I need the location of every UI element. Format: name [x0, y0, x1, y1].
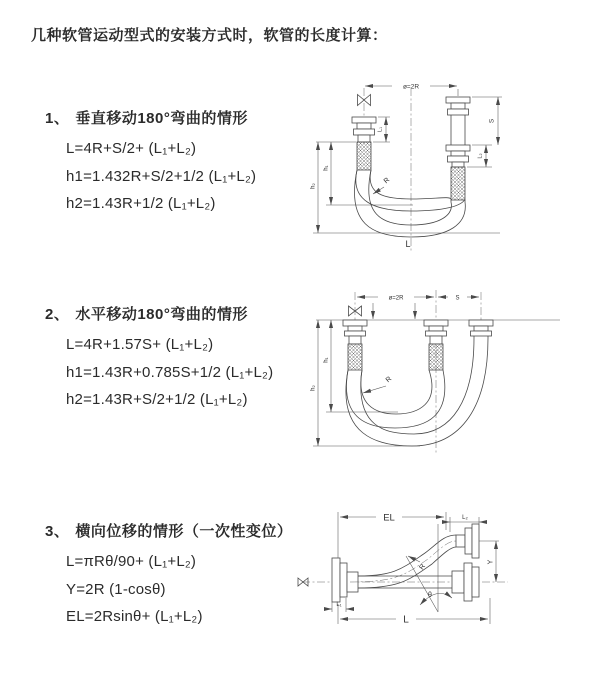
- fitting-right-dim-label: L₂: [462, 515, 468, 521]
- hose-braid: [429, 344, 443, 370]
- fitting-right-dim-label: L₂: [477, 153, 484, 159]
- formula-line: h2=1.43R+1/2 (L₁+L₂): [66, 195, 216, 212]
- stroke-dim-label: S: [455, 295, 460, 302]
- section-1-heading: [45, 107, 256, 128]
- left-fitting: [343, 320, 367, 370]
- section-2-number: 2、: [45, 306, 70, 323]
- section-1-title: 垂直移动180°弯曲的情形: [75, 110, 248, 127]
- section-2-heading: [45, 303, 273, 324]
- radius-label: R: [384, 375, 394, 385]
- hose-curves: [354, 170, 465, 237]
- hose-curves: [350, 535, 456, 588]
- fitting-left-dim-label: L₁: [336, 602, 342, 608]
- section-3-number: 3、: [45, 523, 70, 540]
- section-3-title: 横向位移的情形（一次性变位）: [75, 523, 293, 540]
- formula-line: L=4R+S/2+ (L₁+L₂): [66, 140, 197, 157]
- angle-label: θ: [428, 592, 432, 599]
- radius-label: R: [418, 563, 428, 572]
- right-fitting: [469, 320, 493, 336]
- formula-line: h2=1.43R+S/2+1/2 (L₁+L₂): [66, 391, 248, 408]
- leader-line: [363, 386, 386, 393]
- formula-line: EL=2Rsinθ+ (L₁+L₂): [66, 608, 203, 625]
- radius-label: R: [382, 176, 392, 186]
- height1-dim-label: h₁: [323, 357, 330, 363]
- leader-line: [408, 556, 420, 562]
- extension-line: [467, 97, 502, 167]
- right-flange: [452, 563, 479, 601]
- diagram-lateral-displacement: [298, 498, 598, 655]
- length-label: L: [403, 614, 409, 626]
- extension-line: [313, 412, 420, 446]
- hose-curves: [346, 336, 488, 446]
- fitting-left-dim-label: L₁: [377, 127, 384, 132]
- height1-dim-label: h₁: [323, 165, 330, 171]
- extension-line: [313, 205, 500, 233]
- angle-arc: [420, 593, 452, 605]
- section-1: [45, 107, 256, 218]
- formula-line: L=4R+1.57S+ (L₁+L₂): [66, 336, 214, 353]
- height2-dim-label: h₂: [310, 385, 317, 391]
- section-1-formulas: [45, 135, 256, 218]
- extension-line: [338, 598, 490, 624]
- formula-line: h1=1.43R+0.785S+1/2 (L₁+L₂): [66, 363, 274, 381]
- middle-fitting: [424, 320, 448, 370]
- section-3-formulas: [45, 548, 292, 631]
- left-fitting: [352, 117, 376, 170]
- hose-braid: [348, 344, 362, 370]
- section-2: [45, 303, 273, 414]
- section-2-formulas: [45, 331, 273, 414]
- section-3-heading: [45, 520, 292, 541]
- hose-braid: [357, 142, 371, 170]
- height2-dim-label: h₂: [310, 183, 317, 189]
- width-dim-label: ø=2R: [388, 295, 404, 302]
- span-dim-label: EL: [383, 512, 395, 524]
- section-3: [45, 520, 292, 631]
- formula-line: L=πRθ/90+ (L₁+L₂): [66, 553, 197, 570]
- section-1-number: 1、: [45, 110, 70, 127]
- section-2-title: 水平移动180°弯曲的情形: [75, 306, 248, 323]
- diagram-vertical-bend: [310, 70, 589, 262]
- offset-dim-label: Y: [487, 559, 495, 565]
- length-label: L: [405, 239, 411, 249]
- left-flange: [332, 558, 358, 602]
- top-right-flange: [456, 524, 479, 558]
- page-title: 几种软管运动型式的安装方式时，软管的长度计算：: [31, 27, 388, 44]
- diagram-horizontal-bend: [310, 283, 589, 469]
- stroke-dim-label: S: [488, 118, 496, 124]
- formula-line: Y=2R (1-cosθ): [66, 580, 166, 598]
- formula-line: h1=1.432R+S/2+1/2 (L₁+L₂): [66, 167, 257, 185]
- right-fitting: [446, 97, 470, 200]
- width-dim-label: ø=2R: [402, 83, 420, 91]
- hose-braid: [451, 167, 465, 200]
